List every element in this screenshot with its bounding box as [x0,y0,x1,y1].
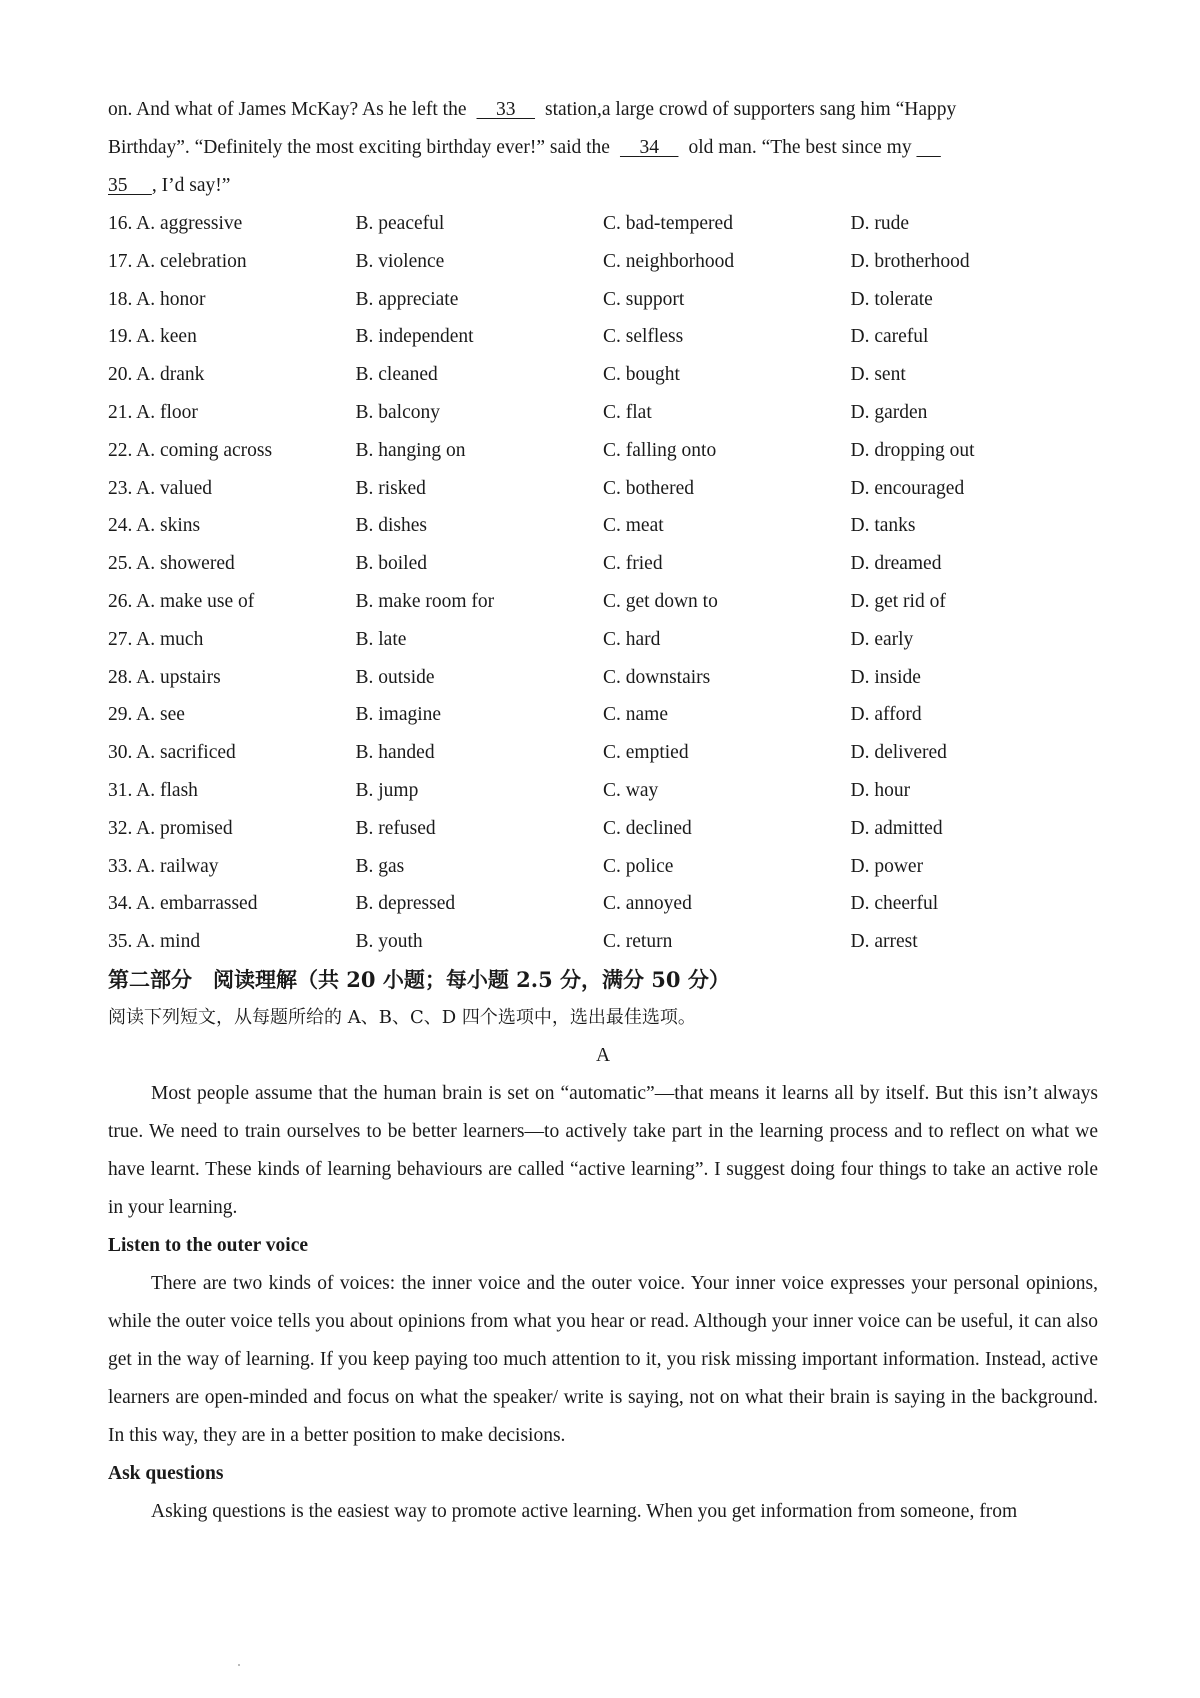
option-b: B. dishes [355,515,428,537]
option-a: 35. A. mind [108,931,201,953]
scan-speck [238,1664,240,1666]
option-d: D. tanks [850,515,916,537]
option-row [108,810,1098,848]
option-b: B. refused [355,817,436,839]
intro-text: old man. “The best since my [688,137,912,158]
option-c: C. get down to [603,590,718,612]
option-row [108,243,1098,281]
option-c: C. flat [603,401,652,423]
option-d: D. afford [850,704,922,726]
option-d: D. rude [850,213,909,234]
option-b: B. cleaned [355,364,438,386]
intro-text: , I’d say!” [151,175,231,196]
option-b: B. peaceful [355,213,445,234]
option-c: C. hard [603,628,661,650]
option-b: B. hanging on [355,439,466,461]
option-row [108,507,1098,545]
passage-heading-1: Listen to the outer voice [108,1234,309,1256]
option-c: C. bad-tempered [603,213,733,234]
option-b: B. jump [355,779,419,801]
option-a: 19. A. keen [108,326,197,348]
part2-instruction: 阅读下列短文，从每题所给的 A、B、C、D 四个选项中，选出最佳选项。 [108,1006,696,1028]
option-c: C. bothered [603,477,694,499]
blank-35-lead [916,129,940,167]
option-a: 16. A. aggressive [108,213,243,234]
intro-line-2 [108,129,1098,167]
option-b: B. imagine [355,704,442,726]
option-b: B. independent [355,326,474,348]
option-c: C. support [603,288,685,310]
option-d: D. cheerful [850,893,939,915]
option-d: D. hour [850,779,911,801]
option-a: 30. A. sacrificed [108,742,236,764]
option-b: B. gas [355,855,405,877]
option-a: 28. A. upstairs [108,666,221,688]
option-c: C. bought [603,364,680,386]
option-d: D. garden [850,401,928,423]
passage-paragraph-1: Most people assume that the human brain is set on “automatic”—that means it learns all by itself. But this isn’t always true. We need to train ourselves to be better learners—to actively take part in the learning process and to reflect on what we have learnt. These kinds of learning behaviours are called “active learning”. I suggest doing four things to take an active role in your learning. [108,1082,1098,1218]
option-c: C. police [603,855,674,877]
passage-label: A [595,1044,611,1066]
option-row [108,205,1098,243]
option-c: C. declined [603,817,692,839]
option-row [108,621,1098,659]
option-d: D. careful [850,326,929,348]
option-row [108,772,1098,810]
option-row [108,696,1098,734]
option-row [108,394,1098,432]
options-list [108,205,1098,961]
option-b: B. late [355,628,407,650]
option-b: B. balcony [355,401,440,423]
intro-line-3 [108,167,1098,205]
option-b: B. youth [355,931,423,953]
option-b: B. boiled [355,553,427,575]
option-a: 27. A. much [108,628,204,650]
option-c: C. way [603,779,659,801]
option-c: C. return [603,931,673,953]
option-d: D. dropping out [850,439,975,461]
option-d: D. encouraged [850,477,965,499]
option-c: C. meat [603,515,664,537]
option-d: D. dreamed [850,553,942,575]
intro-text: Birthday”. “Definitely the most exciting birthday ever!” said the [108,137,610,158]
option-row [108,545,1098,583]
blank-33: 33 [496,99,516,120]
option-row [108,281,1098,319]
option-d: D. get rid of [850,590,946,612]
intro-line-1 [108,91,1098,129]
option-a: 32. A. promised [108,817,233,839]
option-row [108,318,1098,356]
intro-text: station,a large crowd of supporters sang him “Happy [545,99,957,120]
option-a: 22. A. coming across [108,439,273,461]
option-d: D. sent [850,364,906,386]
option-b: B. make room for [355,590,495,612]
option-a: 25. A. showered [108,553,235,575]
option-d: D. arrest [850,931,918,953]
option-d: D. tolerate [850,288,933,310]
option-a: 23. A. valued [108,477,212,499]
option-d: D. brotherhood [850,250,970,272]
option-b: B. appreciate [355,288,459,310]
option-a: 24. A. skins [108,515,201,537]
blank-35: 35 [108,175,128,196]
option-a: 31. A. flash [108,779,198,801]
option-a: 29. A. see [108,704,185,726]
option-a: 21. A. floor [108,401,198,423]
option-row [108,356,1098,394]
option-row [108,885,1098,923]
option-row [108,923,1098,961]
option-c: C. neighborhood [603,250,735,272]
option-b: B. violence [355,250,445,272]
option-d: D. inside [850,666,921,688]
option-b: B. risked [355,477,426,499]
option-d: D. delivered [850,742,947,764]
option-c: C. name [603,704,668,726]
option-a: 34. A. embarrassed [108,893,258,915]
part2-title: 第二部分 阅读理解（共 20 小题；每小题 2.5 分，满分 50 分） [108,966,730,992]
option-a: 33. A. railway [108,855,219,877]
option-c: C. annoyed [603,893,692,915]
option-a: 18. A. honor [108,288,206,310]
option-b: B. depressed [355,893,456,915]
option-d: D. early [850,628,914,650]
option-c: C. fried [603,553,663,575]
option-row [108,583,1098,621]
option-row [108,659,1098,697]
option-c: C. selfless [603,326,684,348]
option-d: D. power [850,855,924,877]
intro-text: on. And what of James McKay? As he left the [108,99,467,120]
option-b: B. outside [355,666,435,688]
option-a: 26. A. make use of [108,590,255,612]
option-a: 17. A. celebration [108,250,247,272]
option-d: D. admitted [850,817,943,839]
exam-page [108,91,1098,1531]
passage-paragraph-3: Asking questions is the easiest way to promote active learning. When you get information from someone, from [151,1500,1018,1522]
option-c: C. downstairs [603,666,711,688]
option-c: C. falling onto [603,439,717,461]
passage-heading-2: Ask questions [108,1462,224,1484]
option-row [108,432,1098,470]
option-row [108,470,1098,508]
option-b: B. handed [355,742,435,764]
option-a: 20. A. drank [108,364,205,386]
option-row [108,848,1098,886]
passage-paragraph-2: There are two kinds of voices: the inner voice and the outer voice. Your inner voice expresses your personal opinions, while the outer voice tells you about opinions from what you hear or read. Although your inner voice can be useful, it can also get in the way of learning. If you keep paying too much attention to it, you risk missing important information. Instead, active learners are open-minded and focus on what the speaker/ write is saying, not on what their brain is saying in the background. In this way, they are in a better position to make decisions. [108,1272,1098,1446]
option-c: C. emptied [603,742,689,764]
blank-34: 34 [639,137,659,158]
option-row [108,734,1098,772]
